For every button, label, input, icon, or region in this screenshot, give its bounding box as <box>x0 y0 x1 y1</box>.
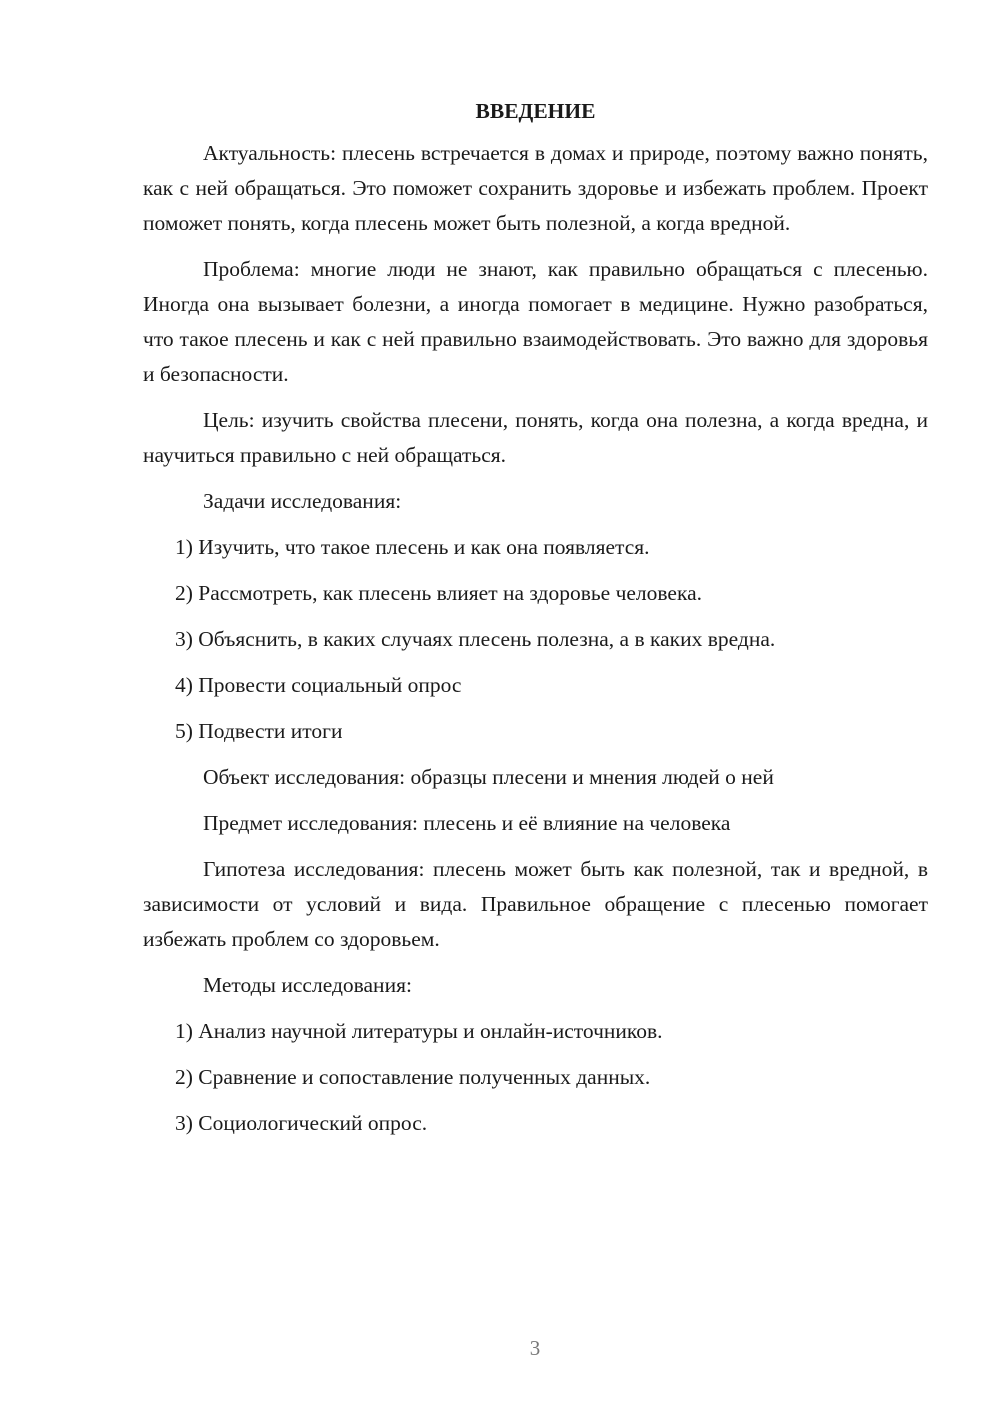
relevance-paragraph: Актуальность: плесень встречается в домах и природе, поэтому важно понять, как с ней обращаться. Это поможет сохранить здоровье и избежать проблем. Проект поможет понять, когда плесень может быть полезной, а когда вредной. <box>143 141 928 235</box>
tasks-title: Задачи исследования: <box>203 489 402 513</box>
page-number: 3 <box>529 1336 541 1360</box>
method-item: 3) Социологический опрос. <box>175 1111 428 1135</box>
task-item: 1) Изучить, что такое плесень и как она появляется. <box>175 535 650 559</box>
research-object: Объект исследования: образцы плесени и мнения людей о ней <box>203 765 774 789</box>
task-item: 2) Рассмотреть, как плесень влияет на здоровье человека. <box>175 581 703 605</box>
section-heading: ВВЕДЕНИЕ <box>475 99 596 123</box>
research-subject: Предмет исследования: плесень и её влияние на человека <box>203 811 731 835</box>
task-item: 3) Объяснить, в каких случаях плесень полезна, а в каких вредна. <box>175 627 776 651</box>
problem-paragraph: Проблема: многие люди не знают, как правильно обращаться с плесенью. Иногда она вызывает болезни, а иногда помогает в медицине. Нужно разобраться, что такое плесень и как с ней правильно взаимодействовать. Это важно для здоровья и безопасности. <box>143 257 928 386</box>
methods-title: Методы исследования: <box>203 973 412 997</box>
hypothesis-paragraph: Гипотеза исследования: плесень может быть как полезной, так и вредной, в зависимости от условий и вида. Правильное обращение с плесенью помогает избежать проблем со здоровьем. <box>143 857 928 951</box>
task-item: 5) Подвести итоги <box>175 719 343 743</box>
document-body <box>143 96 928 1152</box>
goal-paragraph: Цель: изучить свойства плесени, понять, когда она полезна, а когда вредна, и научиться правильно с ней обращаться. <box>143 408 928 467</box>
methods-list <box>143 1014 928 1141</box>
task-item: 4) Провести социальный опрос <box>175 673 462 697</box>
method-item: 1) Анализ научной литературы и онлайн-источников. <box>175 1019 663 1043</box>
tasks-list <box>143 530 928 749</box>
method-item: 2) Сравнение и сопоставление полученных данных. <box>175 1065 651 1089</box>
